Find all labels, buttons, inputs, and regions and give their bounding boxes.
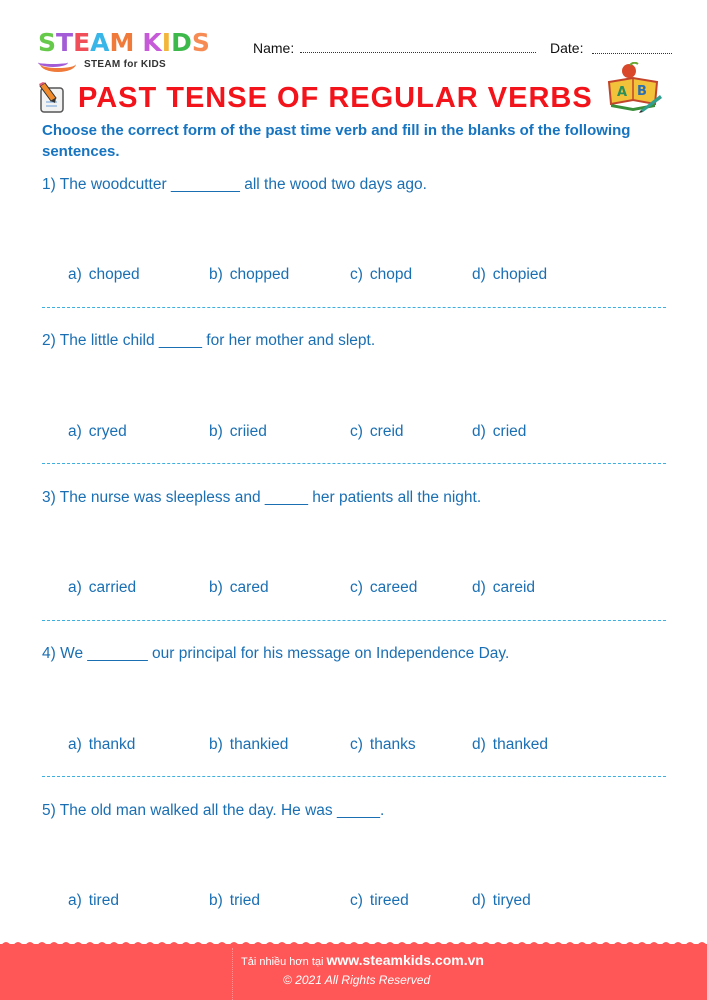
option-letter: b) (209, 736, 223, 753)
svg-text:A: A (617, 85, 628, 100)
option-text: tired (88, 892, 119, 909)
option-letter: c) (350, 266, 363, 283)
question-4: 4) We _______ our principal for his message on Independence Day. (42, 645, 510, 662)
divider (42, 776, 666, 777)
option-text: chopied (492, 266, 548, 283)
option-c[interactable] (350, 736, 416, 754)
page-title: PAST TENSE OF REGULAR VERBS (78, 82, 593, 114)
option-text: thanked (492, 736, 548, 753)
option-a[interactable] (68, 892, 119, 910)
option-text: tireed (369, 892, 409, 909)
footer-copyright: © 2021 All Rights Reserved (283, 973, 431, 987)
option-a[interactable] (68, 736, 135, 754)
options-question-1 (68, 266, 668, 286)
options-question-3 (68, 579, 668, 599)
steam-kids-logo (36, 30, 236, 72)
options-question-2 (68, 423, 668, 443)
option-text: cared (229, 579, 269, 596)
option-letter: c) (350, 423, 363, 440)
logo-letter: T (56, 28, 74, 57)
option-b[interactable] (209, 892, 260, 910)
option-text: criied (229, 423, 267, 440)
logo-smile-accent-icon (38, 58, 68, 67)
option-letter: b) (209, 423, 223, 440)
option-c[interactable] (350, 579, 417, 597)
logo-letter: S (191, 28, 210, 57)
option-a[interactable] (68, 423, 127, 441)
logo-letter: A (90, 28, 110, 57)
option-text: thankied (229, 736, 289, 753)
options-question-5 (68, 892, 668, 912)
option-c[interactable] (350, 266, 412, 284)
option-letter: b) (209, 579, 223, 596)
name-label: Name: (253, 40, 295, 56)
logo-letter: S (38, 28, 57, 57)
option-text: careid (492, 579, 536, 596)
option-letter: a) (68, 423, 82, 440)
option-text: cryed (88, 423, 127, 440)
name-blank-line[interactable] (300, 42, 536, 53)
logo-letter: D (171, 28, 192, 57)
instructions: Choose the correct form of the past time verb and fill in the blanks of the following sentences. (42, 122, 631, 160)
option-text: carried (88, 579, 137, 596)
option-text: chopped (229, 266, 290, 283)
name-field[interactable] (253, 40, 536, 56)
date-blank-line[interactable] (592, 44, 672, 54)
date-label: Date: (550, 40, 584, 56)
option-text: creid (369, 423, 404, 440)
option-c[interactable] (350, 423, 404, 441)
question-3: 3) The nurse was sleepless and _____ her patients all the night. (42, 489, 482, 506)
option-text: careed (369, 579, 418, 596)
option-text: tiryed (492, 892, 531, 909)
option-letter: d) (472, 579, 486, 596)
option-b[interactable] (209, 579, 269, 597)
option-d[interactable] (472, 892, 531, 910)
footer-divider (232, 948, 233, 1000)
divider (42, 463, 666, 464)
option-text: choped (88, 266, 140, 283)
option-text: thanks (369, 736, 416, 753)
divider (42, 307, 666, 308)
option-letter: c) (350, 579, 363, 596)
option-letter: c) (350, 892, 363, 909)
option-letter: b) (209, 892, 223, 909)
logo-letter: I (161, 28, 172, 57)
footer-download-line (241, 952, 484, 968)
divider (42, 620, 666, 621)
question-5: 5) The old man walked all the day. He was _____. (42, 802, 385, 819)
option-letter: b) (209, 266, 223, 283)
option-c[interactable] (350, 892, 409, 910)
abc-book-icon (605, 62, 663, 114)
option-letter: d) (472, 892, 486, 909)
option-text: cried (492, 423, 527, 440)
option-letter: a) (68, 892, 82, 909)
logo-wordmark (38, 28, 210, 58)
logo-letter: K (142, 28, 162, 57)
option-b[interactable] (209, 736, 288, 754)
option-a[interactable] (68, 266, 140, 284)
option-letter: a) (68, 266, 82, 283)
option-letter: c) (350, 736, 363, 753)
options-question-4 (68, 736, 668, 756)
option-d[interactable] (472, 736, 548, 754)
logo-letter: E (73, 28, 91, 57)
pencil-paper-icon (36, 82, 68, 114)
question-2: 2) The little child _____ for her mother and slept. (42, 332, 376, 349)
option-letter: d) (472, 736, 486, 753)
option-text: chopd (369, 266, 413, 283)
option-text: thankd (88, 736, 136, 753)
footer-url-link[interactable]: www.steamkids.com.vn (326, 952, 484, 968)
footer-prefix: Tải nhiều hơn tại (241, 956, 327, 968)
option-letter: a) (68, 579, 82, 596)
option-b[interactable] (209, 423, 267, 441)
option-b[interactable] (209, 266, 289, 284)
logo-tagline: STEAM for KIDS (84, 59, 166, 70)
option-d[interactable] (472, 423, 526, 441)
option-text: tried (229, 892, 260, 909)
option-letter: d) (472, 423, 486, 440)
svg-text:B: B (637, 84, 647, 99)
option-d[interactable] (472, 579, 535, 597)
option-a[interactable] (68, 579, 136, 597)
logo-letter: M (109, 28, 135, 57)
question-1: 1) The woodcutter ________ all the wood two days ago. (42, 176, 427, 193)
option-letter: d) (472, 266, 486, 283)
option-letter: a) (68, 736, 82, 753)
option-d[interactable] (472, 266, 547, 284)
